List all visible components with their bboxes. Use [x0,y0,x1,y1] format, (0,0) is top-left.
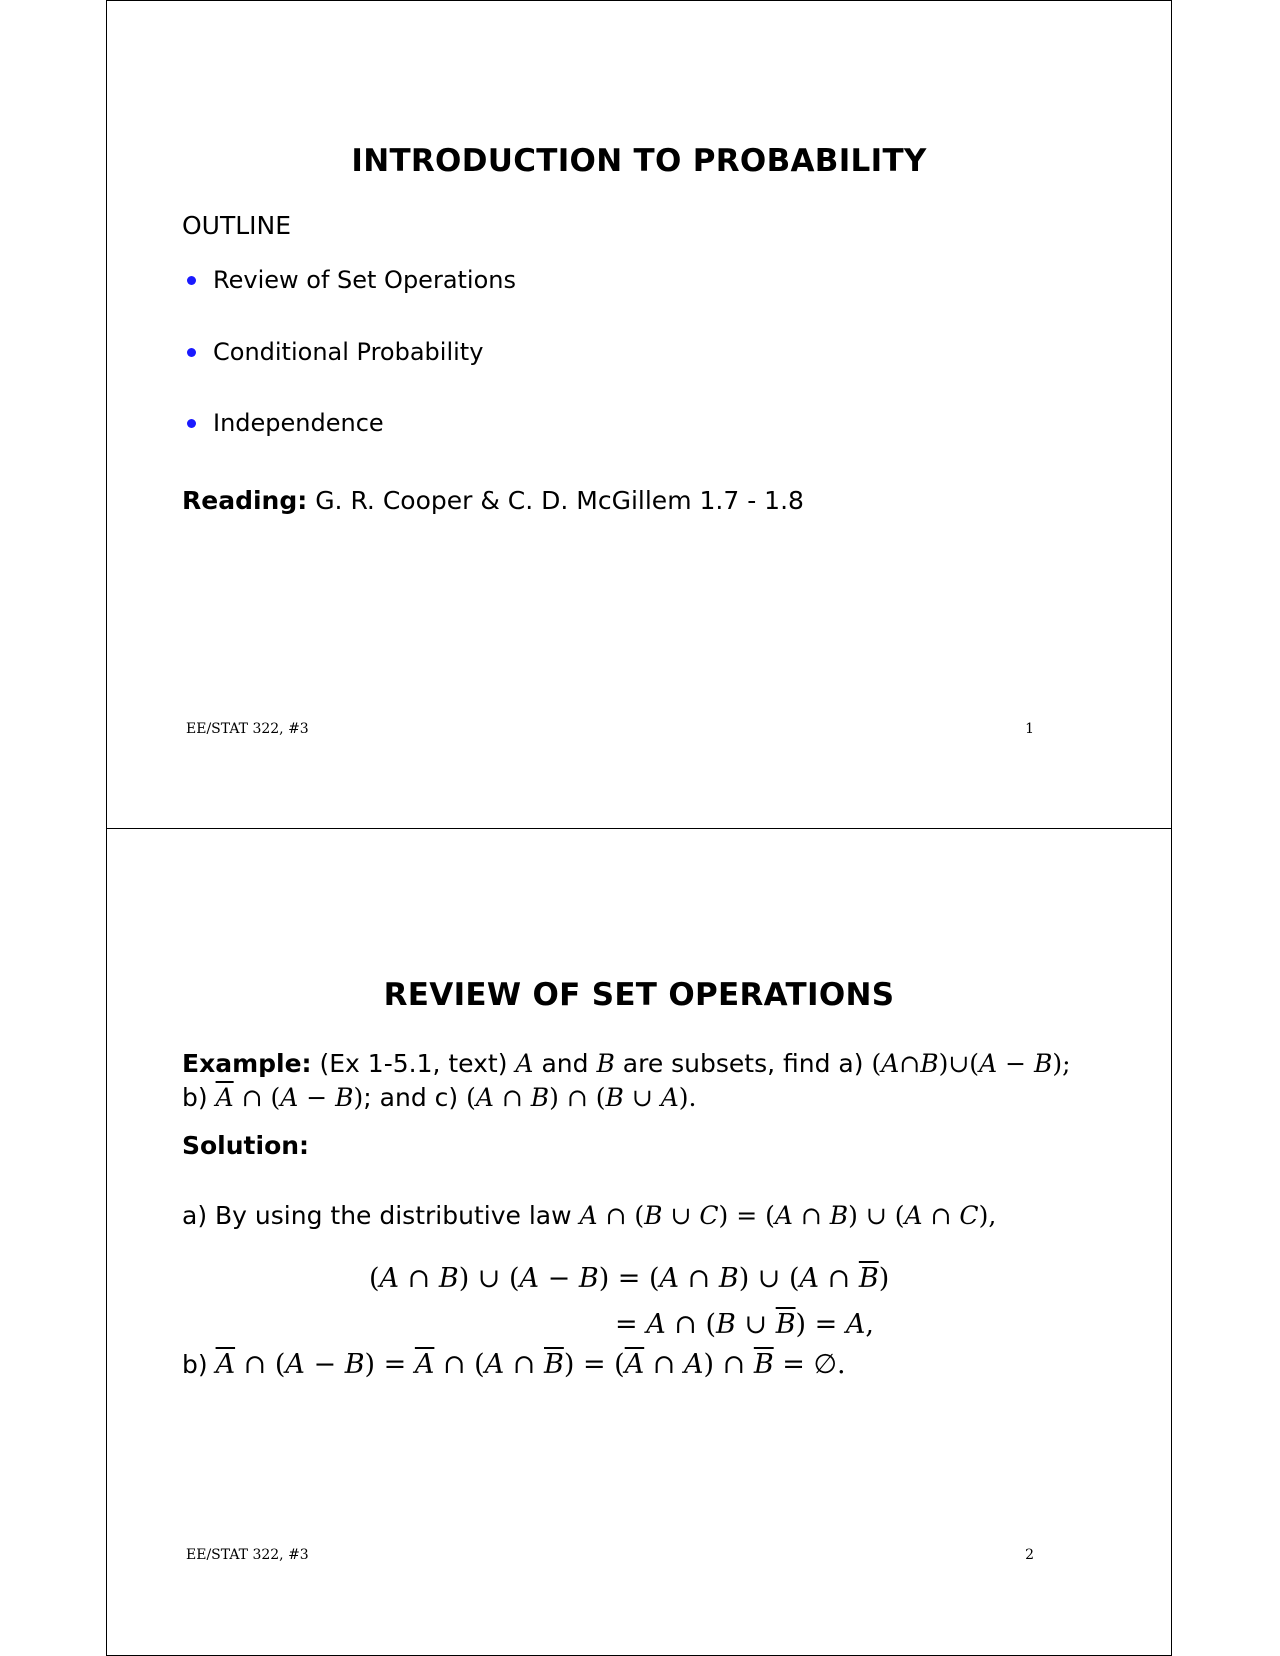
page-number: 2 [1025,1547,1034,1563]
bullet-text: Independence [213,409,384,437]
reading-label: Reading: [182,486,308,515]
example-mid: are subsets, find a) [622,1049,864,1078]
slide-title: REVIEW OF SET OPERATIONS [383,977,895,1013]
equation-line-2: = A ∩ (B ∪ $\overline{B}) = A$, [615,1309,874,1340]
bullet-icon [187,348,196,357]
bullet-text: Review of Set Operations [213,266,516,294]
math-symbol: A [515,1049,534,1078]
footer-course: EE/STAT 322, #3 [186,1547,309,1563]
outline-label: OUTLINE [182,211,292,240]
part-c-prefix: ; and c) [363,1083,459,1112]
bullet-item [187,409,384,437]
math-expression: A ∩ (B ∪ C) = (A ∩ B) ∪ (A ∩ C), [579,1201,997,1230]
slide-2 [106,828,1172,1656]
solution-label [182,1129,1082,1163]
solution-label-text: Solution: [182,1131,310,1160]
example-prefix: (Ex 1-5.1, text) [319,1049,508,1078]
reading-line [182,486,804,515]
bullet-item [187,338,483,366]
equation-line-1: (A ∩ B) ∪ (A − B) = (A ∩ B) ∪ (A ∩ $\overline{B}$) [369,1263,890,1294]
bullet-icon [187,276,196,285]
part-a-text: a) By using the distributive law [182,1201,572,1230]
part-b-prefix: b) [182,1083,208,1112]
bullet-item [187,266,516,294]
part-a-paragraph [182,1199,1082,1233]
word-and: and [541,1049,589,1078]
bullet-icon [187,419,196,428]
math-expression: (A∩B)∪(A − B); [871,1049,1071,1078]
footer-course: EE/STAT 322, #3 [186,721,309,737]
slide-1 [106,0,1172,830]
example-label: Example: [182,1049,312,1078]
reading-text: G. R. Cooper & C. D. McGillem 1.7 - 1.8 [315,486,804,515]
math-expression: $\overline{A}$ ∩ $(A - B) = \overline{A}$ ∩ (A ∩ $\overline{B}) = (\overline{A}$ ∩ A) ∩ $\overline{B}$ = ∅. [215,1349,846,1380]
page-number: 1 [1025,721,1034,737]
math-symbol: B [596,1049,615,1078]
math-expression: (A ∩ B) ∩ (B ∪ A). [466,1083,697,1112]
math-expression: $\overline{A}$ ∩ (A − B) [215,1083,364,1112]
bullet-text: Conditional Probability [213,338,484,366]
slide-title: INTRODUCTION TO PROBABILITY [351,143,927,179]
part-b-paragraph [182,1348,1082,1382]
example-paragraph [182,1047,1082,1115]
part-b-label: b) [182,1350,208,1379]
